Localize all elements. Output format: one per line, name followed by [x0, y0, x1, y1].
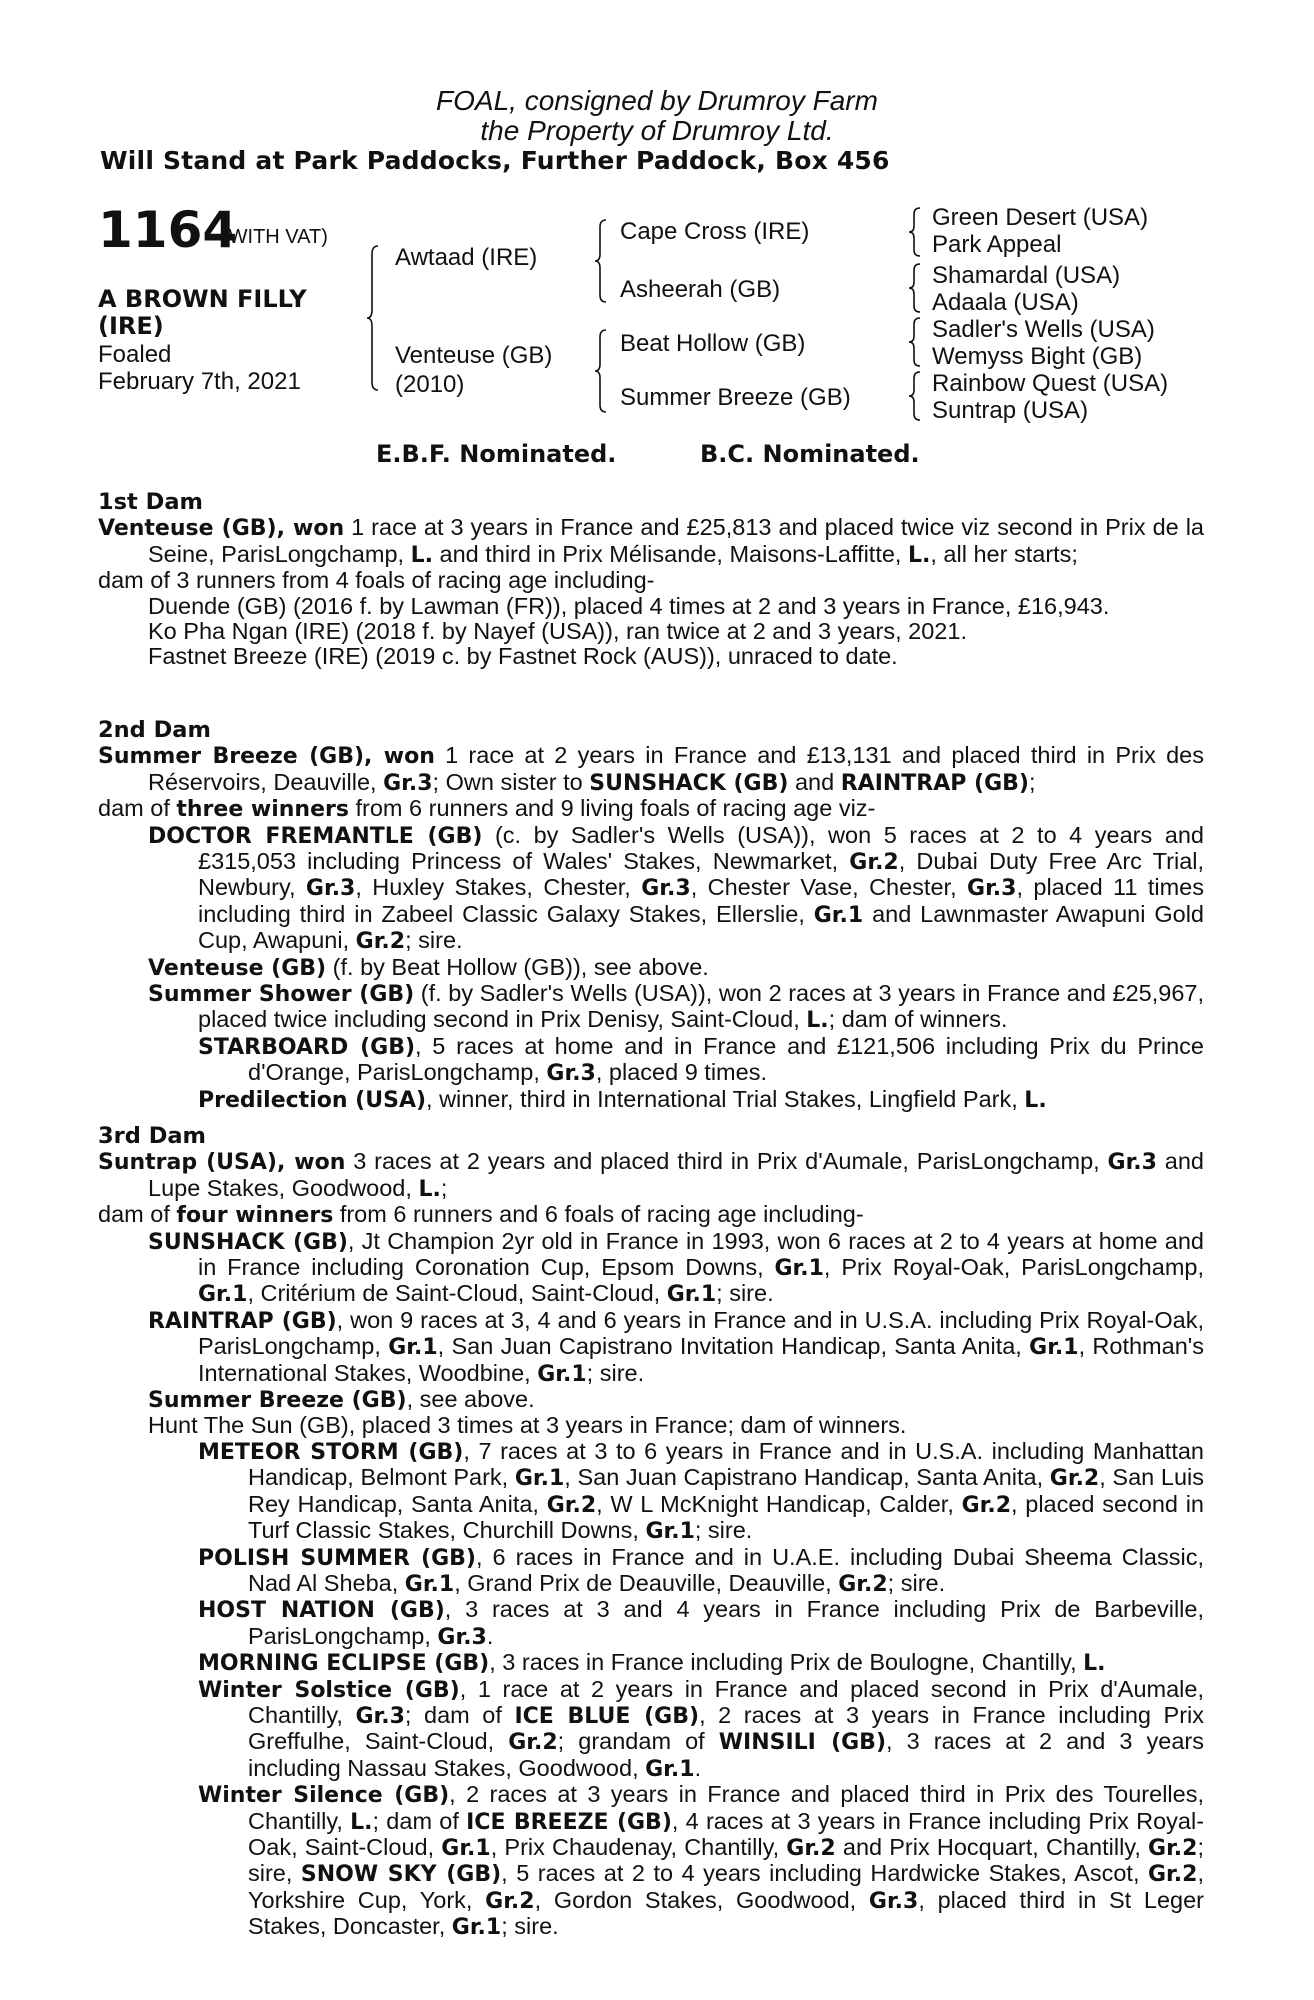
second-dam-heading: 2nd Dam	[98, 717, 211, 743]
pedigree-sds: Shamardal (USA)	[932, 262, 1121, 289]
pedigree-brace-sire	[594, 218, 608, 304]
pedigree-brace-dam	[594, 328, 608, 414]
consignor-line: FOAL, consigned by Drumroy Farm	[436, 85, 878, 116]
produce-item: Summer Shower (GB) (f. by Sadler's Wells (USA)), won 2 races at 3 years in France and £25,967, placed twice including second in Prix Denisy, Saint-Cloud, L.; dam of winners.	[148, 980, 1204, 1034]
foaled-date: February 7th, 2021	[98, 368, 301, 395]
third-dam-section	[98, 1124, 1204, 1941]
lot-description-line1: A BROWN FILLY	[98, 285, 307, 313]
pedigree-brace-sd	[908, 262, 922, 314]
pedigree-dam: Venteuse (GB)	[395, 342, 553, 369]
lot-number: 1164	[98, 201, 238, 259]
produce-item: Duende (GB) (2016 f. by Lawman (FR)), placed 4 times at 2 and 3 years in France, £16,943.	[148, 592, 1110, 619]
produce-item: Venteuse (GB) (f. by Beat Hollow (GB)), see above.	[148, 953, 709, 981]
grand-produce-item: Winter Solstice (GB), 1 race at 2 years in France and placed second in Prix d'Aumale, Chantilly, Gr.3; dam of ICE BLUE (GB), 2 races at 3 years in France including Prix Greffulhe, Saint-Cloud, Gr.2; grandam of WINSILI (GB), 3 races at 2 and 3 years including Nassau Stakes, Goodwood, Gr.1.	[198, 1675, 1205, 1782]
second-dam-name: Summer Breeze (GB), won	[98, 744, 435, 770]
first-dam-produce-summary: dam of 3 runners from 4 foals of racing age including-	[98, 567, 655, 594]
second-dam-section	[98, 718, 1204, 1113]
bc-nominated: B.C. Nominated.	[700, 440, 920, 468]
grand-produce-item: METEOR STORM (GB), 7 races at 3 to 6 years in France and in U.S.A. including Manhattan Handicap, Belmont Park, Gr.1, San Juan Capistrano Handicap, Santa Anita, Gr.2, San Luis Rey Handicap, Santa Anita, Gr.2, W L McKnight Handicap, Calder, Gr.2, placed second in Turf Classic Stakes, Churchill Downs, Gr.1; sire.	[198, 1437, 1204, 1545]
produce-item: RAINTRAP (GB), won 9 races at 3, 4 and 6 years in France and in U.S.A. including Prix Royal-Oak, ParisLongchamp, Gr.1, San Juan Capistrano Invitation Handicap, Santa Anita, Gr.1, Rothman's International Stakes, Woodbine, Gr.1; sire.	[148, 1306, 1205, 1387]
pedigree-brace-ds	[908, 316, 922, 368]
lot-description	[98, 286, 307, 340]
third-dam-name: Suntrap (USA), won	[98, 1150, 346, 1176]
ebf-nominated: E.B.F. Nominated.	[376, 440, 617, 468]
foaled-label: Foaled	[98, 341, 172, 368]
pedigree-dam-dam: Summer Breeze (GB)	[620, 384, 851, 411]
second-dam-record: Summer Breeze (GB), won 1 race at 2 years in France and £13,131 and placed third in Prix des Réservoirs, Deauville, Gr.3; Own sister to SUNSHACK (GB) and RAINTRAP (GB);	[98, 742, 1204, 796]
property-line: the Property of Drumroy Ltd.	[480, 115, 834, 146]
produce-item: Fastnet Breeze (IRE) (2019 c. by Fastnet Rock (AUS)), unraced to date.	[148, 643, 898, 670]
pedigree-ddd: Suntrap (USA)	[932, 397, 1089, 424]
produce-item: SUNSHACK (GB), Jt Champion 2yr old in France in 1993, won 6 races at 2 to 4 years at home and in France including Coronation Cup, Epsom Downs, Gr.1, Prix Royal-Oak, ParisLongchamp, Gr.1, Critérium de Saint-Cloud, Saint-Cloud, Gr.1; sire.	[148, 1227, 1204, 1308]
vat-note: (WITH VAT)	[222, 226, 328, 248]
first-dam-heading: 1st Dam	[98, 489, 203, 515]
pedigree-sss: Green Desert (USA)	[932, 204, 1149, 231]
stand-location: Will Stand at Park Paddocks, Further Paddock, Box 456	[100, 146, 890, 175]
third-dam-heading: 3rd Dam	[98, 1123, 206, 1149]
third-dam-record: Suntrap (USA), won 3 races at 2 years and placed third in Prix d'Aumale, ParisLongchamp, Gr.3 and Lupe Stakes, Goodwood, L.;	[98, 1148, 1204, 1202]
produce-item: Summer Breeze (GB), see above.	[148, 1386, 535, 1414]
lot-description-line2: (IRE)	[98, 312, 164, 340]
pedigree-sire-sire: Cape Cross (IRE)	[620, 218, 810, 245]
first-dam-section	[98, 490, 1204, 670]
pedigree-brace-ss	[908, 206, 922, 258]
pedigree-dds: Rainbow Quest (USA)	[932, 370, 1169, 397]
first-dam-record: Venteuse (GB), won 1 race at 3 years in France and £25,813 and placed twice viz second in Prix de la Seine, ParisLongchamp, L. and third in Prix Mélisande, Maisons-Laffitte, L., all her starts;	[98, 514, 1204, 568]
grand-produce-item: STARBOARD (GB), 5 races at home and in France and £121,506 including Prix du Prince d'Orange, ParisLongchamp, Gr.3, placed 9 times.	[198, 1032, 1204, 1087]
pedigree-dsd: Wemyss Bight (GB)	[932, 343, 1143, 370]
second-dam-produce-summary: dam of three winners from 6 runners and 9 living foals of racing age viz-	[98, 795, 876, 823]
pedigree-ssd: Park Appeal	[932, 231, 1062, 258]
grand-produce-item: Winter Silence (GB), 2 races at 3 years in France and placed third in Prix des Tourelles, Chantilly, L.; dam of ICE BREEZE (GB), 4 races at 3 years in France including Prix Royal-Oak, Saint-Cloud, Gr.1, Prix Chaudenay, Chantilly, Gr.2 and Prix Hocquart, Chantilly, Gr.2; sire, SNOW SKY (GB), 5 races at 2 to 4 years including Hardwicke Stakes, Ascot, Gr.2, Yorkshire Cup, York, Gr.2, Gordon Stakes, Goodwood, Gr.3, placed third in St Leger Stakes, Doncaster, Gr.1; sire.	[198, 1781, 1205, 1941]
pedigree-sire: Awtaad (IRE)	[395, 244, 538, 271]
pedigree-brace-dd	[908, 370, 922, 422]
pedigree-dam-year: (2010)	[395, 371, 465, 398]
pedigree-brace-main	[366, 244, 380, 392]
foaling-date	[98, 341, 301, 395]
produce-item: DOCTOR FREMANTLE (GB) (c. by Sadler's Wells (USA)), won 5 races at 2 to 4 years and £315,053 including Princess of Wales' Stakes, Newmarket, Gr.2, Dubai Duty Free Arc Trial, Newbury, Gr.3, Huxley Stakes, Chester, Gr.3, Chester Vase, Chester, Gr.3, placed 11 times including third in Zabeel Classic Galaxy Stakes, Ellerslie, Gr.1 and Lawnmaster Awapuni Gold Cup, Awapuni, Gr.2; sire.	[148, 821, 1205, 955]
third-dam-produce-summary: dam of four winners from 6 runners and 6 foals of racing age including-	[98, 1201, 864, 1229]
pedigree-dam-sire: Beat Hollow (GB)	[620, 330, 806, 357]
pedigree-sdd: Adaala (USA)	[932, 289, 1079, 316]
grand-produce-item: MORNING ECLIPSE (GB), 3 races in France including Prix de Boulogne, Chantilly, L.	[198, 1649, 1106, 1677]
grand-produce-item: Predilection (USA), winner, third in International Trial Stakes, Lingfield Park, L.	[198, 1085, 1047, 1113]
pedigree-dss: Sadler's Wells (USA)	[932, 316, 1155, 343]
produce-item: Ko Pha Ngan (IRE) (2018 f. by Nayef (USA)), ran twice at 2 and 3 years, 2021.	[148, 618, 967, 645]
grand-produce-item: HOST NATION (GB), 3 races at 3 and 4 years in France including Prix de Barbeville, ParisLongchamp, Gr.3.	[198, 1596, 1204, 1650]
pedigree-sire-dam: Asheerah (GB)	[620, 276, 781, 303]
produce-item: Hunt The Sun (GB), placed 3 times at 3 years in France; dam of winners.	[148, 1412, 907, 1439]
grand-produce-item: POLISH SUMMER (GB), 6 races in France and in U.A.E. including Dubai Sheema Classic, Nad Al Sheba, Gr.1, Grand Prix de Deauville, Deauville, Gr.2; sire.	[198, 1543, 1204, 1597]
first-dam-name: Venteuse (GB), won	[98, 516, 345, 542]
